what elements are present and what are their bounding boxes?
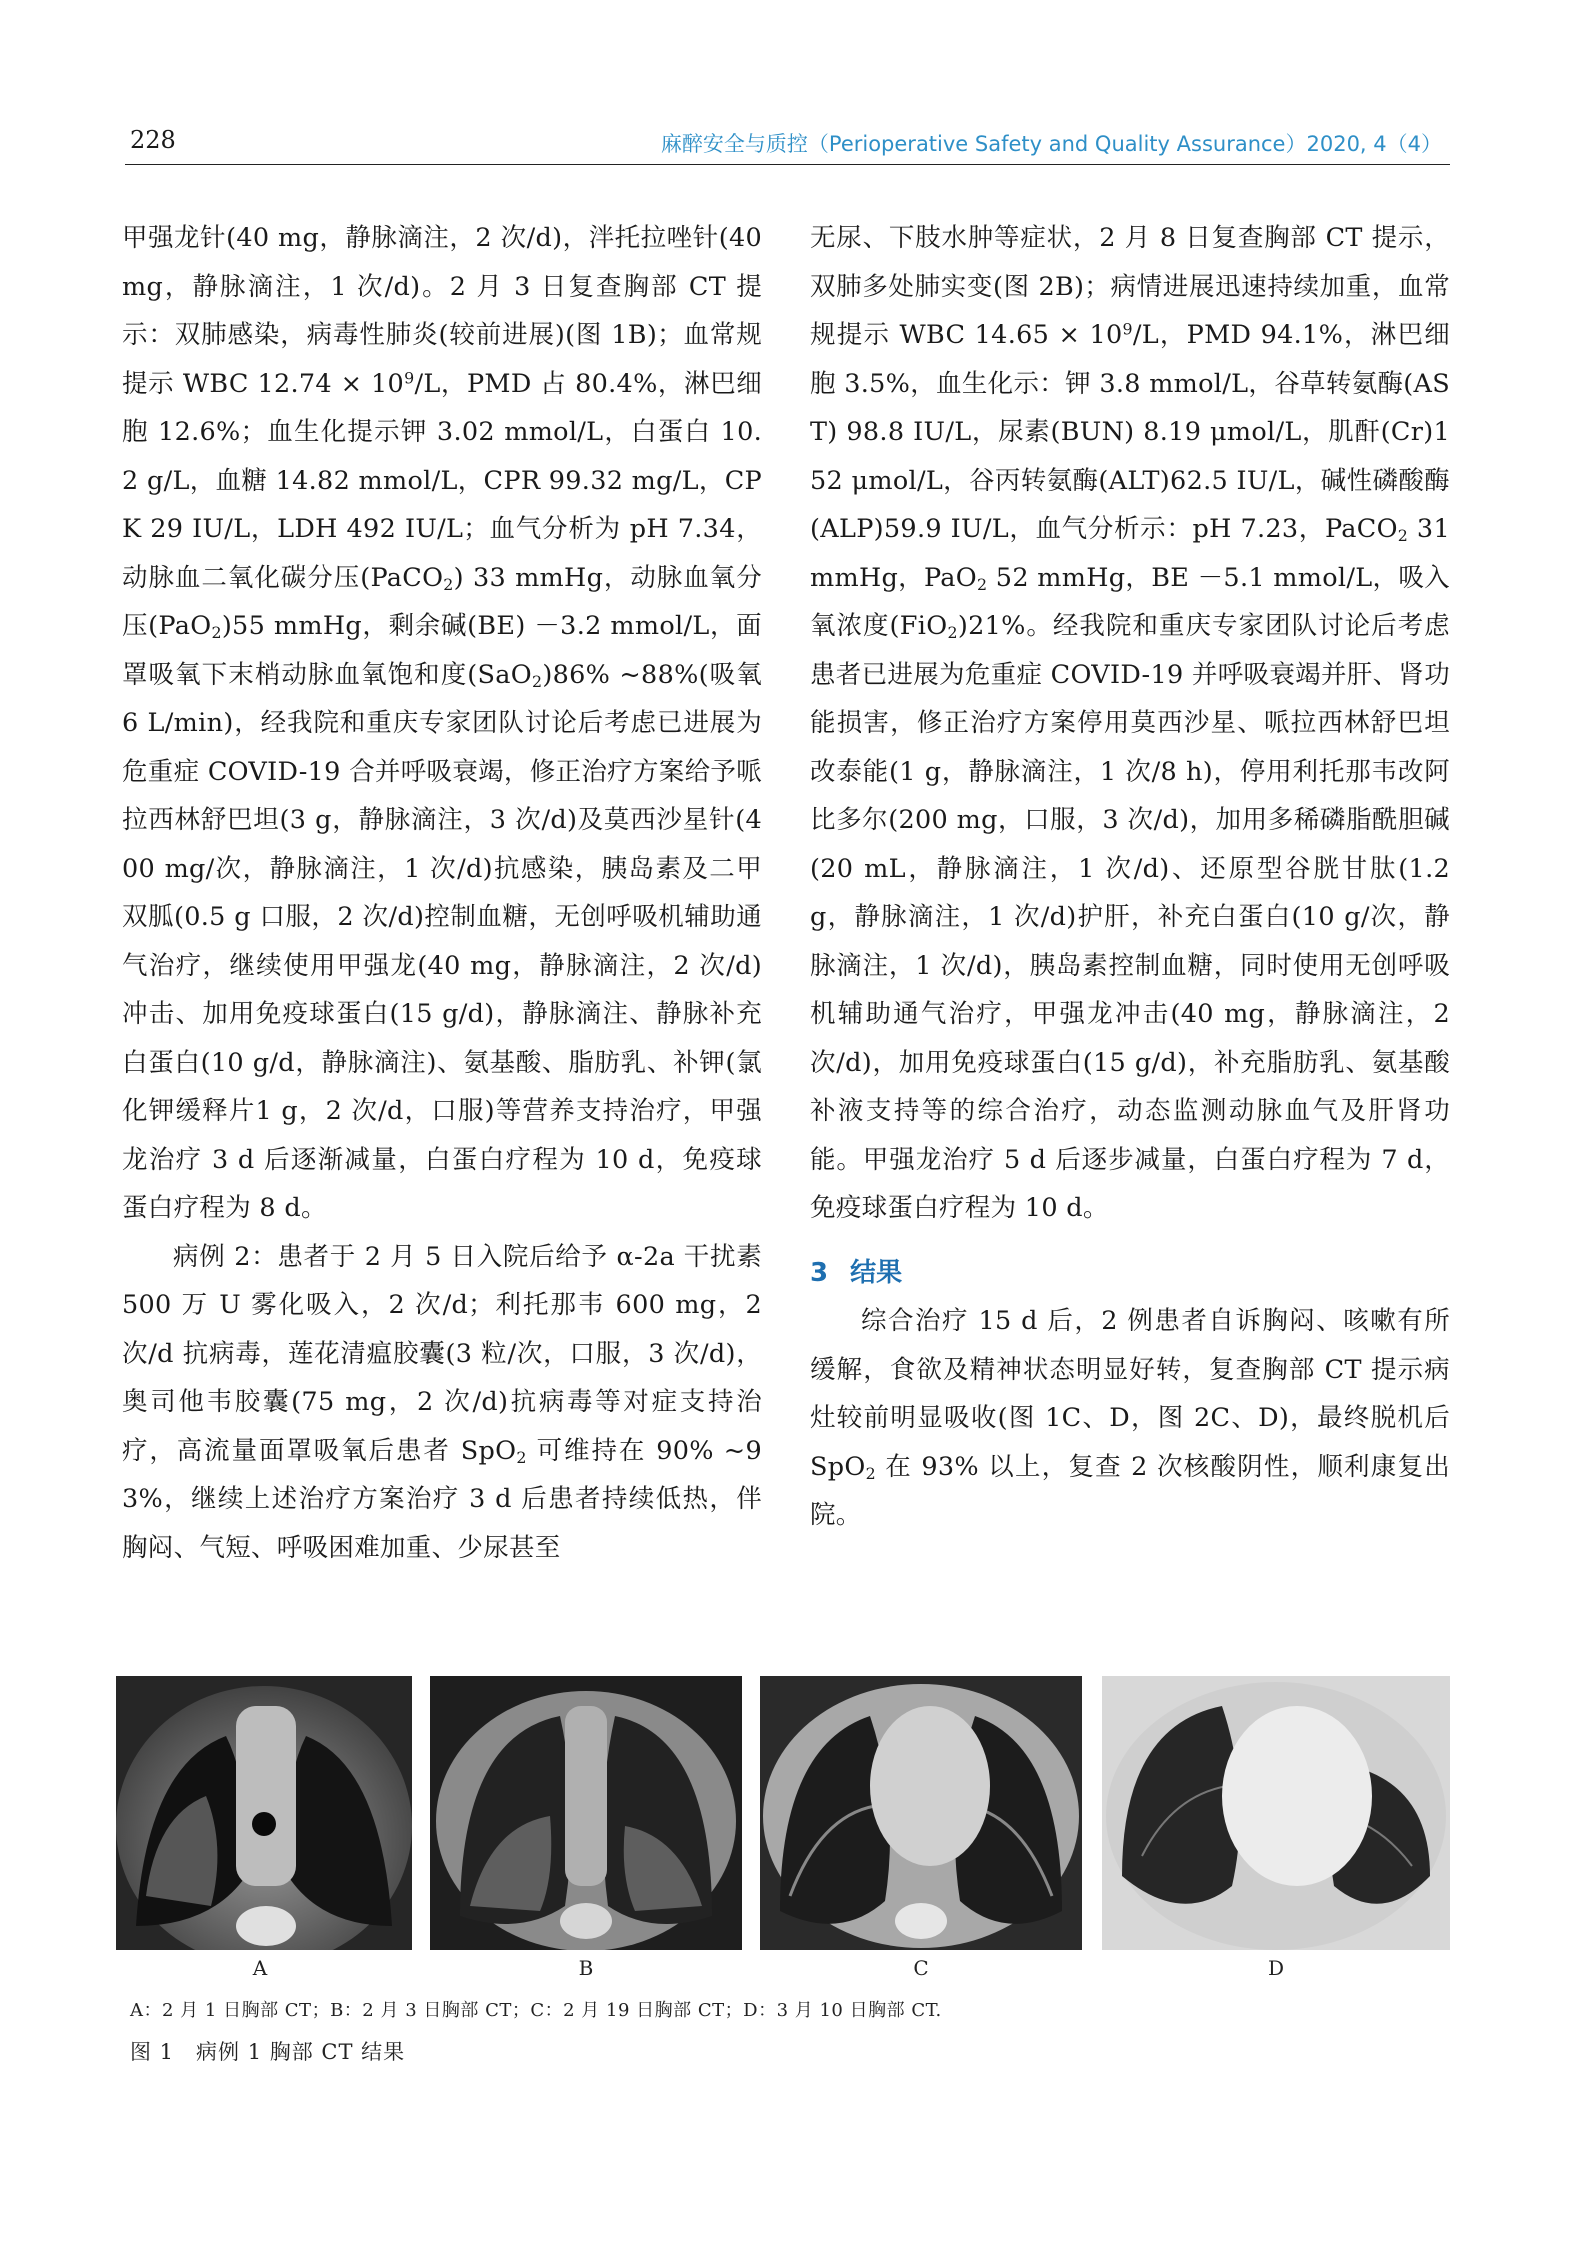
ct-label-a: A: [252, 1956, 268, 1980]
right-column: [810, 214, 1450, 1540]
ct-label-d: D: [1267, 1956, 1285, 1980]
ct-image-d: [1102, 1676, 1450, 1950]
page-header: [125, 126, 1450, 165]
journal-title: 麻醉安全与质控（Perioperative Safety and Quality Assurance）2020, 4（4）: [660, 132, 1442, 156]
paragraph-case2: 病例 2：患者于 2 月 5 日入院后给予 α-2a 干扰素 500 万 U 雾化吸入，2 次/d；利托那韦 600 mg，2 次/d 抗病毒，莲花清瘟胶囊(3 粒/次，口服，3 次/d)，奥司他韦胶囊(75 mg，2 次/d)抗病毒等对症支持治疗，高流量面罩吸氧后患者 SpO$_2$ 可维持在 90% ~93%，继续上述治疗方案治疗 3 d 后患者持续低热，伴胸闷、气短、呼吸困难加重、少尿甚至: [122, 1241, 763, 1563]
left-column: [122, 214, 762, 1572]
figure-caption: A：2 月 1 日胸部 CT；B：2 月 3 日胸部 CT；C：2 月 19 日胸部 CT；D：3 月 10 日胸部 CT.: [130, 2000, 942, 2021]
ct-image-c: [760, 1676, 1082, 1950]
ct-label-c: C: [913, 1956, 929, 1980]
page-number: 228: [130, 126, 176, 154]
figure-1: [0, 1676, 1585, 1950]
paragraph-case1-continued: 甲强龙针(40 mg，静脉滴注，2 次/d)，泮托拉唑针(40 mg，静脉滴注，1 次/d)。2 月 3 日复查胸部 CT 提示：双肺感染，病毒性肺炎(较前进展)(图 1B)；血常规提示 WBC $12.74 \times 10^9/L$，PMD 占 80.4%，淋巴细胞 12.6%；血生化提示钾 3.02 mmol/L，白蛋白 10.2 g/L，血糖 14.82 mmol/L，CPR 99.32 mg/L，CPK 29 IU/L，LDH 492 IU/L；血气分析为 pH 7.34，动脉血二氧化碳分压(PaCO$_2$) 33 mmHg，动脉血氧分压(PaO$_2$)55 mmHg，剩余碱(BE) －3.2 mmol/L，面罩吸氧下末梢动脉血氧饱和度(SaO$_2$)86% ~88%(吸氧6 L/min)，经我院和重庆专家团队讨论后考虑已进展为危重症 COVID-19 合并呼吸衰竭，修正治疗方案给予哌拉西林舒巴坦(3 g，静脉滴注，3 次/d)及莫西沙星针(400 mg/次，静脉滴注，1 次/d)抗感染，胰岛素及二甲双胍(0.5 g 口服，2 次/d)控制血糖，无创呼吸机辅助通气治疗，继续使用甲强龙(40 mg，静脉滴注，2 次/d)冲击、加用免疫球蛋白(15 g/d)，静脉滴注、静脉补充白蛋白(10 g/d，静脉滴注)、氨基酸、脂肪乳、补钾(氯化钾缓释片1 g，2 次/d，口服)等营养支持治疗，甲强龙治疗 3 d 后逐渐减量，白蛋白疗程为 10 d，免疫球蛋白疗程为 8 d。: [122, 223, 763, 1223]
ct-label-b: B: [578, 1956, 594, 1980]
paragraph-case2-continued: 无尿、下肢水肿等症状，2 月 8 日复查胸部 CT 提示，双肺多处肺实变(图 2B)；病情进展迅速持续加重，血常规提示 WBC $14.65 \times 10^9/L$，PMD 94.1%，淋巴细胞 3.5%，血生化示：钾 3.8 mmol/L，谷草转氨酶(AST) 98.8 IU/L，尿素(BUN) 8.19 μmol/L，肌酐(Cr)152 μmol/L，谷丙转氨酶(ALT)62.5 IU/L，碱性磷酸酶(ALP)59.9 IU/L，血气分析示：pH 7.23，PaCO$_2$ 31 mmHg，PaO$_2$ 52 mmHg，BE －5.1 mmol/L，吸入氧浓度(FiO$_2$)21%。经我院和重庆专家团队讨论后考虑患者已进展为危重症 COVID-19 并呼吸衰竭并肝、肾功能损害，修正治疗方案停用莫西沙星、哌拉西林舒巴坦改泰能(1 g，静脉滴注，1 次/8 h)，停用利托那韦改阿比多尔(200 mg，口服，3 次/d)，加用多稀磷脂酰胆碱(20 mL，静脉滴注，1 次/d)、还原型谷胱甘肽(1.2 g，静脉滴注，1 次/d)护肝，补充白蛋白(10 g/次，静脉滴注，1 次/d)，胰岛素控制血糖，同时使用无创呼吸机辅助通气治疗，甲强龙冲击(40 mg，静脉滴注，2 次/d)，加用免疫球蛋白(15 g/d)，补充脂肪乳、氨基酸补液支持等的综合治疗，动态监测动脉血气及肝肾功能。甲强龙治疗 5 d 后逐步减量，白蛋白疗程为 7 d，免疫球蛋白疗程为 10 d。: [810, 223, 1450, 1223]
section-heading-results: 3 结果: [810, 1257, 903, 1288]
paragraph-results: 综合治疗 15 d 后，2 例患者自诉胸闷、咳嗽有所缓解，食欲及精神状态明显好转，复查胸部 CT 提示病灶较前明显吸收(图 1C、D，图 2C、D)，最终脱机后 SpO$_2$ 在 93% 以上，复查 2 次核酸阴性，顺利康复出院。: [810, 1306, 1450, 1530]
ct-image-b: [430, 1676, 742, 1950]
ct-image-a: [116, 1676, 412, 1950]
figure-title: 图 1 病例 1 胸部 CT 结果: [130, 2040, 406, 2064]
